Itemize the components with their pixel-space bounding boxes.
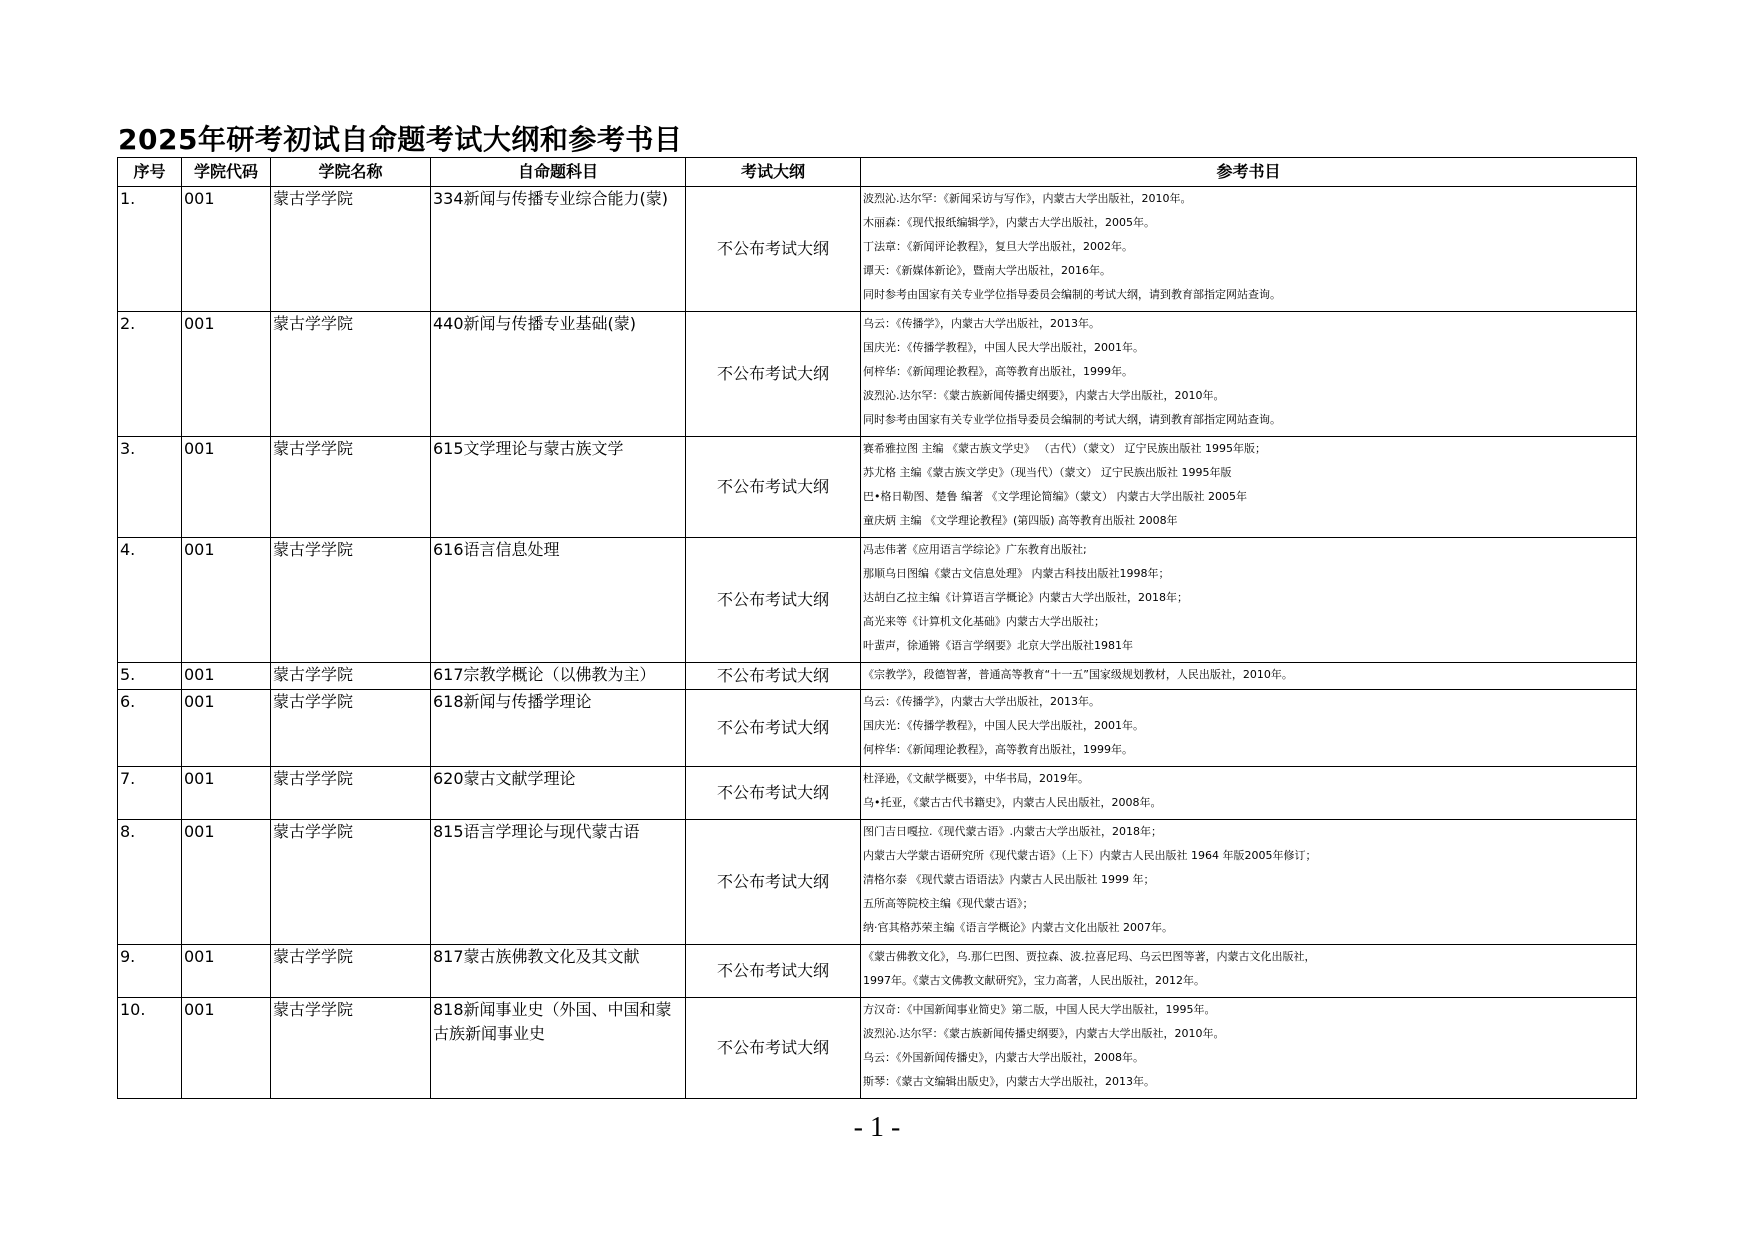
exam-outline: 不公布考试大纲: [686, 767, 861, 820]
college-code: 001: [182, 663, 271, 690]
reference-books: [861, 437, 1637, 538]
college-code: 001: [182, 767, 271, 820]
reference-book-line: 乌云：《传播学》，内蒙古大学出版社，2013年。: [863, 317, 1100, 330]
reference-book-line: 《宗教学》，段德智著，普通高等教育“十一五”国家级规划教材，人民出版社，2010年。: [863, 668, 1293, 681]
header-college-name: 学院名称: [271, 158, 431, 187]
row-number: 6.: [118, 690, 182, 767]
table-row: [118, 767, 1637, 820]
syllabus-table: [117, 157, 1637, 1099]
page-number: - 1 -: [853, 1112, 901, 1143]
reference-book-line: 《蒙古佛教文化》，乌.那仁巴图、贾拉森、波.拉喜尼玛、乌云巴图等著，内蒙古文化出版社，: [863, 950, 1316, 963]
reference-book-line: 乌•托亚，《蒙古古代书籍史》，内蒙古人民出版社，2008年。: [863, 796, 1162, 809]
college-code: 001: [182, 945, 271, 998]
table-row: [118, 820, 1637, 945]
exam-outline: 不公布考试大纲: [686, 820, 861, 945]
reference-book-line: 冯志伟著《应用语言学综论》广东教育出版社;: [863, 543, 1087, 556]
table-header-row: [118, 158, 1637, 187]
table-row: [118, 998, 1637, 1099]
reference-books: [861, 998, 1637, 1099]
reference-books: [861, 690, 1637, 767]
exam-subject: 818新闻事业史（外国、中国和蒙古族新闻事业史: [431, 998, 686, 1099]
row-number: 4.: [118, 538, 182, 663]
reference-books: [861, 538, 1637, 663]
college-name: 蒙古学学院: [271, 437, 431, 538]
college-code: 001: [182, 312, 271, 437]
college-code: 001: [182, 998, 271, 1099]
reference-book-line: 巴•格日勒图、楚鲁 编著 《文学理论简编》（蒙文） 内蒙古大学出版社 2005年: [863, 490, 1247, 503]
exam-subject: 334新闻与传播专业综合能力(蒙): [431, 187, 686, 312]
reference-book-line: 童庆炳 主编 《文学理论教程》(第四版) 高等教育出版社 2008年: [863, 514, 1178, 527]
college-name: 蒙古学学院: [271, 538, 431, 663]
reference-books: [861, 312, 1637, 437]
reference-book-line: 高光来等《计算机文化基础》内蒙古大学出版社；: [863, 615, 1105, 628]
table-row: [118, 945, 1637, 998]
row-number: 3.: [118, 437, 182, 538]
reference-books: [861, 767, 1637, 820]
reference-book-line: 纳·官其格苏荣主编《语言学概论》内蒙古文化出版社 2007年。: [863, 921, 1173, 934]
document-title: 2025年研考初试自命题考试大纲和参考书目: [118, 123, 683, 156]
college-name: 蒙古学学院: [271, 945, 431, 998]
reference-book-line: 国庆光：《传播学教程》，中国人民大学出版社，2001年。: [863, 719, 1144, 732]
reference-book-line: 何梓华：《新闻理论教程》，高等教育出版社，1999年。: [863, 365, 1133, 378]
exam-outline: 不公布考试大纲: [686, 538, 861, 663]
exam-subject: 617宗教学概论（以佛教为主）: [431, 663, 686, 690]
row-number: 1.: [118, 187, 182, 312]
header-outline: 考试大纲: [686, 158, 861, 187]
college-code: 001: [182, 820, 271, 945]
exam-outline: 不公布考试大纲: [686, 312, 861, 437]
reference-books: [861, 820, 1637, 945]
row-number: 2.: [118, 312, 182, 437]
reference-books: [861, 663, 1637, 690]
table-row: [118, 538, 1637, 663]
reference-book-line: 赛希雅拉图 主编 《蒙古族文学史》 （古代）（蒙文） 辽宁民族出版社 1995年版；: [863, 442, 1266, 455]
exam-subject: 620蒙古文献学理论: [431, 767, 686, 820]
reference-book-line: 图门吉日嘎拉.《现代蒙古语》.内蒙古大学出版社，2018年；: [863, 825, 1162, 838]
header-subject: 自命题科目: [431, 158, 686, 187]
reference-book-line: 达胡白乙拉主编《计算语言学概论》内蒙古大学出版社，2018年；: [863, 591, 1188, 604]
college-name: 蒙古学学院: [271, 663, 431, 690]
reference-book-line: 国庆光：《传播学教程》，中国人民大学出版社，2001年。: [863, 341, 1144, 354]
exam-subject: 440新闻与传播专业基础(蒙): [431, 312, 686, 437]
reference-book-line: 同时参考由国家有关专业学位指导委员会编制的考试大纲，请到教育部指定网站查询。: [863, 413, 1281, 426]
exam-outline: 不公布考试大纲: [686, 998, 861, 1099]
exam-subject: 817蒙古族佛教文化及其文献: [431, 945, 686, 998]
reference-book-line: 波烈沁.达尔罕：《蒙古族新闻传播史纲要》，内蒙古大学出版社，2010年。: [863, 1027, 1225, 1040]
reference-books: [861, 945, 1637, 998]
row-number: 8.: [118, 820, 182, 945]
reference-book-line: 同时参考由国家有关专业学位指导委员会编制的考试大纲，请到教育部指定网站查询。: [863, 288, 1281, 301]
college-name: 蒙古学学院: [271, 998, 431, 1099]
reference-book-line: 1997年。《蒙古文佛教文献研究》，宝力高著，人民出版社，2012年。: [863, 974, 1205, 987]
table-row: [118, 690, 1637, 767]
reference-book-line: 乌云：《传播学》，内蒙古大学出版社，2013年。: [863, 695, 1100, 708]
exam-outline: 不公布考试大纲: [686, 437, 861, 538]
college-name: 蒙古学学院: [271, 187, 431, 312]
reference-books: [861, 187, 1637, 312]
table-row: [118, 312, 1637, 437]
college-name: 蒙古学学院: [271, 767, 431, 820]
row-number: 10.: [118, 998, 182, 1099]
reference-book-line: 斯琴：《蒙古文编辑出版史》，内蒙古大学出版社，2013年。: [863, 1075, 1155, 1088]
college-name: 蒙古学学院: [271, 820, 431, 945]
reference-book-line: 方汉奇：《中国新闻事业简史》第二版，中国人民大学出版社，1995年。: [863, 1003, 1216, 1016]
exam-outline: 不公布考试大纲: [686, 187, 861, 312]
exam-outline: 不公布考试大纲: [686, 690, 861, 767]
row-number: 7.: [118, 767, 182, 820]
table-row: [118, 437, 1637, 538]
reference-book-line: 五所高等院校主编《现代蒙古语》；: [863, 897, 1034, 910]
reference-book-line: 清格尔泰 《现代蒙古语语法》内蒙古人民出版社 1999 年；: [863, 873, 1155, 886]
reference-book-line: 丁法章：《新闻评论教程》，复旦大学出版社，2002年。: [863, 240, 1133, 253]
reference-book-line: 杜泽逊，《文献学概要》，中华书局，2019年。: [863, 772, 1089, 785]
reference-book-line: 乌云：《外国新闻传播史》，内蒙古大学出版社，2008年。: [863, 1051, 1144, 1064]
reference-book-line: 波烈沁.达尔罕：《蒙古族新闻传播史纲要》，内蒙古大学出版社，2010年。: [863, 389, 1225, 402]
exam-subject: 615文学理论与蒙古族文学: [431, 437, 686, 538]
reference-book-line: 内蒙古大学蒙古语研究所《现代蒙古语》（上下）内蒙古人民出版社 1964 年版2005年修订；: [863, 849, 1317, 862]
header-books: 参考书目: [861, 158, 1637, 187]
exam-outline: 不公布考试大纲: [686, 663, 861, 690]
table-row: [118, 187, 1637, 312]
college-code: 001: [182, 538, 271, 663]
reference-book-line: 何梓华：《新闻理论教程》，高等教育出版社，1999年。: [863, 743, 1133, 756]
reference-book-line: 苏尤格 主编《蒙古族文学史》（现当代）（蒙文） 辽宁民族出版社 1995年版: [863, 466, 1232, 479]
row-number: 5.: [118, 663, 182, 690]
college-code: 001: [182, 690, 271, 767]
exam-subject: 616语言信息处理: [431, 538, 686, 663]
exam-subject: 815语言学理论与现代蒙古语: [431, 820, 686, 945]
reference-book-line: 叶蜚声，徐通锵《语言学纲要》北京大学出版社1981年: [863, 639, 1133, 652]
exam-subject: 618新闻与传播学理论: [431, 690, 686, 767]
table-row: [118, 663, 1637, 690]
reference-book-line: 那顺乌日图编《蒙古文信息处理》 内蒙古科技出版社1998年；: [863, 567, 1170, 580]
row-number: 9.: [118, 945, 182, 998]
college-name: 蒙古学学院: [271, 312, 431, 437]
college-name: 蒙古学学院: [271, 690, 431, 767]
reference-book-line: 波烈沁.达尔罕：《新闻采访与写作》，内蒙古大学出版社，2010年。: [863, 192, 1192, 205]
exam-outline: 不公布考试大纲: [686, 945, 861, 998]
header-no: 序号: [118, 158, 182, 187]
college-code: 001: [182, 187, 271, 312]
reference-book-line: 木丽森：《现代报纸编辑学》，内蒙古大学出版社，2005年。: [863, 216, 1155, 229]
reference-book-line: 谭天：《新媒体新论》，暨南大学出版社，2016年。: [863, 264, 1111, 277]
college-code: 001: [182, 437, 271, 538]
header-college-code: 学院代码: [182, 158, 271, 187]
